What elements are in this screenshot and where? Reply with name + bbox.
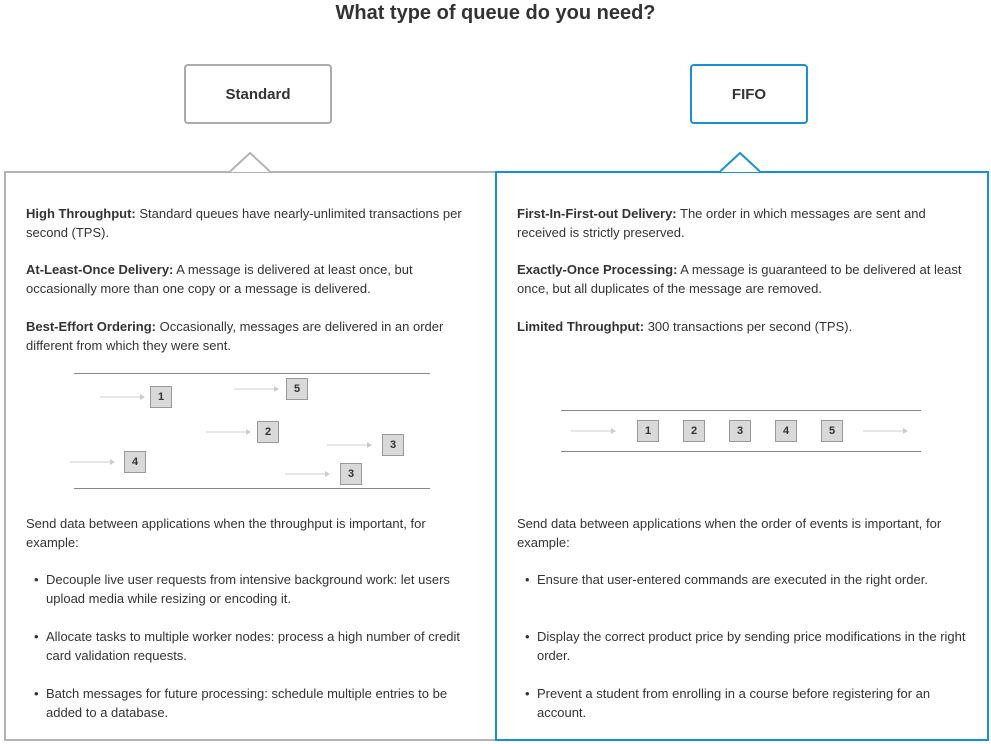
- message-box: 3: [340, 463, 362, 485]
- fifo-queue-diagram: [561, 410, 923, 454]
- tab-standard[interactable]: Standard: [184, 64, 332, 124]
- fifo-intro: Send data between applications when the order of events is important, for example:: [517, 516, 942, 550]
- message-box: 4: [775, 420, 797, 442]
- diagram-bottom-line: [561, 451, 921, 452]
- message-box: 1: [150, 386, 172, 408]
- list-item: • Prevent a student from enrolling in a course before registering for an account.: [537, 685, 971, 722]
- arrow-icon: [863, 427, 909, 435]
- fifo-pointer-notch: [720, 152, 760, 172]
- arrow-icon: [70, 458, 116, 466]
- diagram-top-line: [74, 373, 430, 374]
- message-box: 5: [286, 378, 308, 400]
- feature-at-least-once: At-Least-Once Delivery: A message is delivered at least once, but occasionally more than one copy or a message is delivered.: [26, 262, 413, 296]
- feature-high-throughput: High Throughput: Standard queues have nearly-unlimited transactions per second (TPS).: [26, 206, 462, 240]
- page-title: What type of queue do you need?: [335, 2, 656, 24]
- list-item: • Batch messages for future processing: schedule multiple entries to be added to a database.: [46, 685, 481, 722]
- diagram-bottom-line: [74, 488, 430, 489]
- list-item: • Allocate tasks to multiple worker nodes: process a high number of credit card validation requests.: [46, 628, 481, 665]
- feature-fifo-delivery: First-In-First-out Delivery: The order in which messages are sent and received is strictly preserved.: [517, 206, 926, 240]
- message-box: 2: [257, 421, 279, 443]
- list-item: • Display the correct product price by sending price modifications in the right order.: [537, 628, 971, 665]
- message-box: 4: [124, 451, 146, 473]
- feature-limited-throughput: Limited Throughput: 300 transactions per second (TPS).: [517, 319, 853, 334]
- arrow-icon: [100, 393, 146, 401]
- list-item: • Decouple live user requests from intensive background work: let users upload media while resizing or encoding it.: [46, 571, 481, 608]
- feature-exactly-once: Exactly-Once Processing: A message is guaranteed to be delivered at least once, but all duplicates of the message are removed.: [517, 262, 962, 296]
- tab-fifo[interactable]: FIFO: [690, 64, 808, 124]
- arrow-icon: [234, 385, 280, 393]
- list-item: • Ensure that user-entered commands are executed in the right order.: [537, 571, 971, 590]
- standard-panel: [4, 171, 497, 741]
- feature-best-effort: Best-Effort Ordering: Occasionally, messages are delivered in an order different from which they were sent.: [26, 319, 444, 353]
- arrow-icon: [206, 428, 252, 436]
- diagram-top-line: [561, 410, 921, 411]
- arrow-icon: [285, 470, 331, 478]
- message-box: 3: [729, 420, 751, 442]
- standard-pointer-notch: [230, 152, 270, 172]
- standard-intro: Send data between applications when the throughput is important, for example:: [26, 516, 426, 550]
- message-box: 1: [637, 420, 659, 442]
- message-box: 5: [821, 420, 843, 442]
- standard-queue-diagram: [74, 373, 432, 491]
- message-box: 2: [683, 420, 705, 442]
- fifo-panel: [495, 171, 989, 741]
- arrow-icon: [571, 427, 617, 435]
- arrow-icon: [327, 441, 373, 449]
- message-box: 3: [382, 434, 404, 456]
